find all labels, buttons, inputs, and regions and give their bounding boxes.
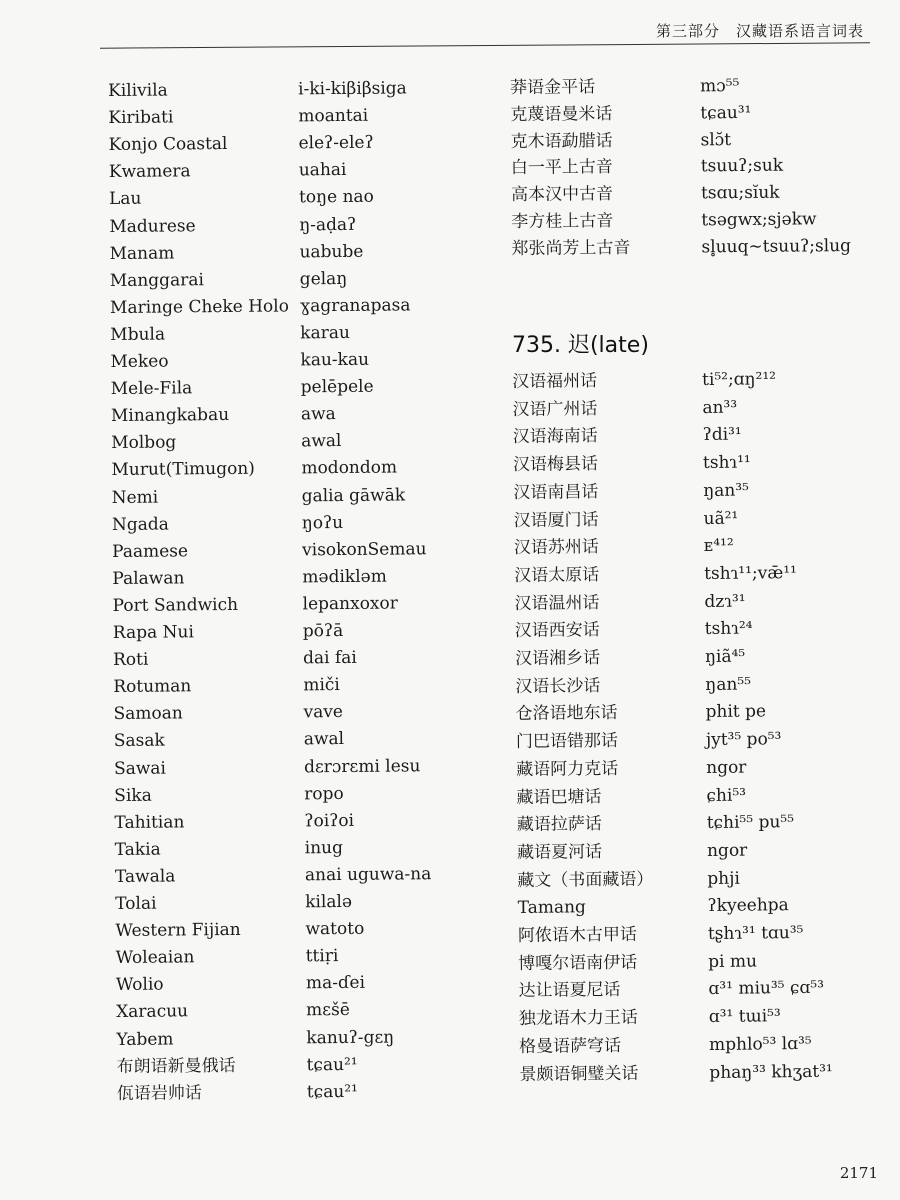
entry-row	[519, 1058, 879, 1089]
word-form: watoto	[305, 918, 365, 940]
language-name: Manggarai	[109, 269, 204, 291]
language-name: 藏语夏河话	[516, 841, 603, 863]
language-name: 布朗语新曼俄话	[116, 1055, 236, 1077]
language-name: Port Sandwich	[112, 594, 239, 616]
entry-row	[109, 211, 449, 241]
word-form: slɔ̆t	[700, 129, 732, 150]
word-form: visokonSemau	[302, 538, 427, 561]
entry-row	[108, 75, 448, 105]
word-form: i-ki-kiβiβsiga	[298, 78, 407, 100]
word-form: dai fai	[302, 647, 357, 669]
header-rule	[100, 42, 870, 48]
language-name: Palawan	[112, 568, 185, 589]
entry-row	[511, 206, 871, 236]
language-name: 佤语岩帅话	[116, 1082, 202, 1104]
word-form: karau	[300, 322, 350, 344]
entry-row	[513, 421, 873, 452]
word-form: ɑ³¹ tɯi⁵³	[708, 1006, 781, 1028]
entry-row	[515, 642, 875, 673]
word-form: tshɿ²⁴	[704, 618, 753, 640]
language-name: Sawai	[113, 758, 167, 779]
entry-row	[108, 129, 448, 159]
word-form: lepanxoxor	[302, 593, 398, 615]
language-name: Sika	[114, 785, 152, 806]
language-name: Mbula	[110, 324, 166, 345]
left-column-word-list	[108, 75, 448, 1104]
entry-row	[109, 238, 449, 268]
entry-row	[111, 454, 451, 484]
language-name: 克蔑语曼米话	[510, 103, 613, 125]
word-form: ropo	[304, 783, 344, 804]
entry-row	[110, 346, 450, 376]
word-form: toŋe nao	[298, 187, 374, 208]
word-form: mphlo⁵³ lɑ³⁵	[708, 1033, 812, 1055]
entry-row	[113, 644, 453, 674]
language-name: 达让语夏尼话	[518, 980, 621, 1002]
language-name: 格曼语萨穹话	[518, 1035, 622, 1057]
language-name: Mekeo	[110, 351, 169, 372]
word-form: ngor	[706, 840, 748, 861]
entry-row	[112, 536, 452, 566]
entry-row	[116, 969, 456, 999]
language-name: 藏语拉萨话	[516, 814, 602, 836]
word-form: ʔdi³¹	[702, 424, 742, 446]
language-name: Minangkabau	[110, 405, 230, 427]
entry-row	[113, 698, 453, 728]
language-name: Tahitian	[114, 812, 185, 833]
language-name: Woleaian	[115, 947, 195, 969]
language-name: 景颇语铜璧关话	[519, 1063, 639, 1085]
language-name: Konjo Coastal	[108, 134, 228, 156]
word-form: uã²¹	[703, 508, 739, 529]
word-form: ʔoiʔoi	[304, 810, 355, 832]
word-form: kanuʔ-gɛŋ	[306, 1027, 395, 1048]
entry-row	[519, 1002, 879, 1033]
language-name: 克木语勐腊话	[510, 130, 613, 152]
language-name: Takia	[114, 839, 161, 860]
entry-row	[110, 319, 450, 349]
language-name: 汉语西安话	[514, 620, 600, 642]
language-name: Yabem	[116, 1028, 174, 1050]
word-form: phit pe	[705, 701, 767, 723]
language-name: Paamese	[112, 541, 189, 562]
word-form: ma-ɗei	[305, 973, 366, 994]
word-form: ŋiã⁴⁵	[704, 646, 746, 667]
entry-row	[516, 725, 876, 756]
language-name: 汉语梅县话	[512, 454, 599, 476]
entry-row	[117, 1051, 457, 1081]
entry-row	[513, 448, 873, 479]
language-name: 莽语金平话	[510, 77, 596, 98]
entry-row	[519, 1030, 879, 1061]
entry-row	[114, 725, 454, 755]
entry-row	[512, 393, 872, 424]
word-form: moantai	[298, 105, 369, 127]
language-name: Maringe Cheke Holo	[109, 296, 290, 318]
language-name: Tolai	[115, 893, 157, 914]
right-column-word-list-late	[512, 365, 872, 1085]
entry-row	[514, 559, 874, 590]
entry-row	[116, 996, 456, 1026]
word-form: ᴇ⁴¹²	[703, 535, 734, 557]
word-form: tɕhi⁵⁵ pu⁵⁵	[706, 812, 795, 834]
entry-row	[513, 476, 873, 507]
language-name: Sasak	[113, 730, 165, 752]
word-form: uabube	[299, 241, 364, 262]
entry-row	[112, 563, 452, 593]
language-name: Samoan	[113, 703, 183, 725]
language-name: Kilivila	[108, 80, 168, 101]
word-form: tshɿ¹¹	[702, 452, 751, 474]
page-number: 2171	[839, 1164, 878, 1182]
word-form: tɕau³¹	[700, 102, 752, 124]
entry-row	[114, 780, 454, 810]
entry-row	[110, 292, 450, 322]
word-form: ŋan³⁵	[703, 480, 750, 501]
word-form: sl̥uuq~tsuuʔ;slug	[701, 235, 852, 258]
word-form: ŋoʔu	[301, 512, 344, 533]
language-name: 仓洛语地东话	[515, 703, 618, 725]
word-form: dɛrɔrɛmi lesu	[303, 755, 421, 777]
word-form: awa	[300, 404, 336, 425]
entry-row	[518, 947, 878, 978]
word-form: dzɿ³¹	[704, 591, 746, 612]
running-header: 第三部分 汉藏语系语言词表	[655, 22, 864, 40]
word-form: anai uguwa-na	[304, 864, 432, 886]
language-name: Mele-Fila	[110, 378, 193, 400]
language-name: Western Fijian	[115, 919, 241, 942]
language-name: 李方桂上古音	[511, 211, 614, 232]
word-form: gelaŋ	[299, 268, 348, 290]
language-name: 汉语厦门话	[513, 509, 599, 531]
word-form: awal	[303, 729, 345, 750]
section-heading: 735. 迟(late)	[512, 333, 649, 358]
entry-row	[114, 753, 454, 783]
word-form: mədikləm	[302, 566, 387, 588]
language-name: Molbog	[111, 432, 177, 454]
word-form: modondom	[301, 457, 398, 479]
entry-row	[111, 400, 451, 430]
word-form: ɑ³¹ miu³⁵ ɕɑ⁵³	[708, 978, 825, 1000]
language-name: 藏文（书面藏语）	[517, 869, 654, 891]
language-name: 高本汉中古音	[510, 184, 614, 206]
language-name: Tawala	[114, 866, 176, 887]
language-name: Ngada	[111, 514, 169, 535]
language-name: Tamang	[517, 897, 586, 919]
word-form: an³³	[702, 397, 738, 418]
entry-row	[112, 590, 452, 620]
entry-row	[109, 156, 449, 186]
entry-row	[112, 509, 452, 539]
language-name: Wolio	[115, 974, 164, 996]
word-form: ttiṛi	[305, 946, 339, 967]
word-form: kau-kau	[300, 349, 370, 371]
word-form: mɔ⁵⁵	[700, 75, 740, 97]
language-name: Kwamera	[108, 161, 191, 183]
word-form: ɣagranapasa	[299, 295, 411, 317]
entry-row	[510, 99, 870, 129]
word-form: ɕhi⁵³	[706, 785, 747, 806]
word-form: tsəgwx;sjəkw	[701, 209, 817, 231]
entry-row	[513, 504, 873, 535]
entry-row	[517, 864, 877, 895]
entry-row	[113, 617, 453, 647]
word-form: ngor	[706, 757, 747, 778]
language-name: 独龙语木力王话	[518, 1007, 638, 1030]
entry-row	[110, 265, 450, 295]
word-form: pōʔā	[302, 620, 344, 642]
entry-row	[516, 753, 876, 784]
word-form: tsuuʔ;suk	[700, 156, 784, 177]
language-name: Rapa Nui	[112, 622, 194, 643]
entry-row	[518, 891, 878, 922]
entry-row	[512, 365, 872, 396]
language-name: Lau	[108, 189, 142, 210]
entry-row	[115, 834, 455, 864]
entry-row	[515, 670, 875, 701]
language-name: Murut(Timugon)	[111, 459, 255, 481]
word-form: eleʔ-eleʔ	[298, 132, 374, 154]
language-name: Kiribati	[108, 107, 174, 129]
language-name: 汉语苏州话	[513, 537, 599, 559]
word-form: tshɿ¹¹;vǣ¹¹	[704, 562, 798, 584]
word-form: vave	[303, 702, 344, 723]
language-name: Rotuman	[113, 676, 192, 698]
word-form: ŋan⁵⁵	[705, 674, 752, 695]
word-form: mɛšē	[306, 1000, 350, 1021]
entry-row	[514, 531, 874, 562]
language-name: 汉语南昌话	[513, 481, 599, 503]
language-name: Manam	[109, 243, 175, 264]
entry-row	[517, 808, 877, 839]
entry-row	[113, 671, 453, 701]
language-name: Nemi	[111, 487, 159, 508]
entry-row	[518, 919, 878, 950]
word-form: tɕau²¹	[306, 1081, 359, 1102]
word-form: uahai	[298, 160, 347, 181]
word-form: awal	[301, 431, 342, 452]
word-form: galia gāwāk	[301, 484, 406, 506]
language-name: 汉语湘乡话	[514, 648, 601, 669]
word-form: tɕau²¹	[306, 1054, 358, 1075]
language-name: 汉语长沙话	[515, 675, 601, 697]
entry-row	[511, 179, 871, 209]
language-name: 汉语海南话	[512, 426, 598, 448]
word-form: jyt³⁵ po⁵³	[705, 729, 782, 751]
word-form: tsɑu;sĭuk	[700, 182, 780, 204]
language-name: 藏语阿力克话	[516, 758, 619, 780]
entry-row	[514, 587, 874, 618]
language-name: 汉语福州话	[512, 371, 598, 392]
word-form: ŋ-aḍaʔ	[299, 214, 357, 235]
word-form: inug	[304, 837, 344, 859]
word-form: ʔkyeehpa	[707, 895, 789, 917]
language-name: Xaracuu	[116, 1001, 189, 1023]
language-name: 郑张尚芳上古音	[511, 237, 631, 259]
entry-row	[510, 125, 870, 155]
entry-row	[517, 836, 877, 867]
language-name: Madurese	[109, 215, 196, 237]
language-name: 门巴语错那话	[515, 731, 619, 753]
entry-row	[112, 482, 452, 512]
language-name: 汉语太原话	[514, 564, 600, 586]
word-form: ti⁵²;ɑŋ²¹²	[702, 369, 777, 391]
entry-row	[111, 427, 451, 457]
entry-row	[115, 861, 455, 891]
entry-row	[511, 152, 871, 182]
word-form: phji	[707, 868, 740, 889]
entry-row	[518, 975, 878, 1006]
entry-row	[109, 183, 449, 213]
language-name: 阿侬语木古甲话	[517, 924, 638, 946]
entry-row	[111, 373, 451, 403]
entry-row	[115, 888, 455, 918]
word-form: phaŋ³³ khʒat³¹	[709, 1061, 833, 1083]
language-name: 藏语巴塘话	[516, 786, 602, 808]
word-form: kilalə	[305, 891, 353, 913]
entry-row	[115, 915, 455, 945]
entry-row	[515, 698, 875, 729]
entry-row	[511, 233, 871, 263]
entry-row	[116, 942, 456, 972]
entry-row	[116, 1023, 456, 1053]
right-column-word-list-continued	[510, 72, 870, 259]
language-name: 白一平上古音	[510, 157, 613, 179]
word-form: pelēpele	[300, 376, 374, 398]
language-name: 汉语温州话	[514, 592, 600, 614]
entry-row	[516, 781, 876, 812]
entry-row	[108, 102, 448, 132]
entry-row	[515, 615, 875, 646]
language-name: Roti	[112, 649, 149, 671]
entry-row	[510, 72, 870, 102]
word-form: pi mu	[708, 951, 758, 972]
entry-row	[114, 807, 454, 837]
language-name: 博嘎尔语南伊话	[518, 952, 638, 974]
language-name: 汉语广州话	[512, 398, 598, 420]
entry-row	[117, 1078, 457, 1108]
word-form: miči	[303, 675, 340, 696]
word-form: tʂhɿ³¹ tɑu³⁵	[707, 922, 804, 944]
